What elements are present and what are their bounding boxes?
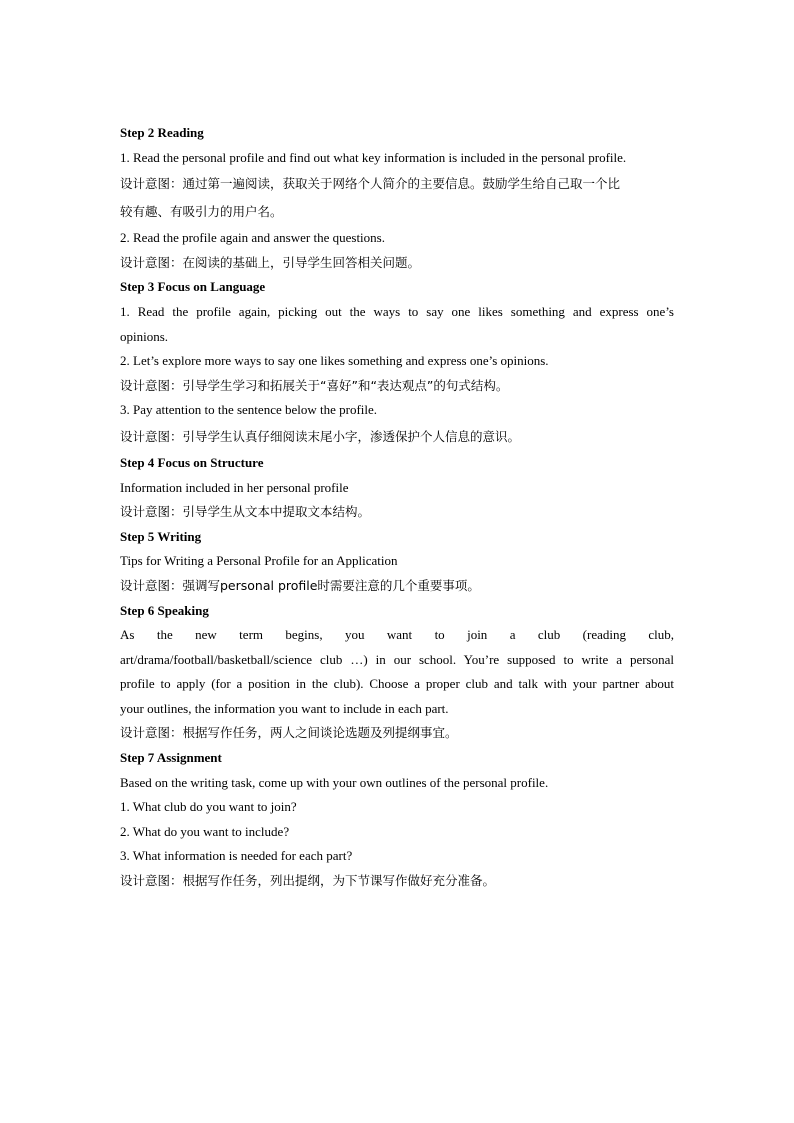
step2-design1-line1: 设计意图：通过第一遍阅读，获取关于网络个人简介的主要信息。鼓励学生给自己取一个比 — [120, 176, 621, 192]
step7-design: 设计意图：根据写作任务，列出提纲，为下节课写作做好充分准备。 — [120, 873, 496, 889]
step3-design2: 设计意图：引导学生认真仔细阅读末尾小字，渗透保护个人信息的意识。 — [120, 428, 521, 444]
step6-heading: Step 6 Speaking — [120, 602, 209, 618]
step2-heading: Step 2 Reading — [120, 125, 204, 140]
step7-intro: Based on the writing task, come up with your own outlines of the personal profile. — [120, 774, 549, 790]
step4-design: 设计意图：引导学生从文本中提取文本结构。 — [120, 504, 371, 520]
step3-item2: 2. Let’s explore more ways to say one likes something and express one’s opinions. — [120, 353, 549, 369]
step6-para-line2: art/drama/football/basketball/science club …) in our school. You’re supposed to write a personal — [120, 651, 674, 667]
step2-design1-line2: 较有趣、有吸引力的用户名。 — [120, 204, 283, 220]
step2-item2: 2. Read the profile again and answer the questions. — [120, 230, 385, 246]
step3-item1-line2: opinions. — [120, 328, 169, 344]
step6-para-line1: As the new term begins, you want to join a club (reading club, — [120, 627, 674, 643]
step7-question-1: 1. What club do you want to join? — [120, 799, 297, 815]
step6-design: 设计意图：根据写作任务，两人之间谈论选题及列提纲事宜。 — [120, 725, 458, 741]
step7-heading: Step 7 Assignment — [120, 750, 222, 766]
step6-para-line3: profile to apply (for a position in the club). Choose a proper club and talk with your partner about — [120, 676, 674, 692]
step5-design: 设计意图：强调写personal profile时需要注意的几个重要事项。 — [120, 577, 480, 593]
step3-design1: 设计意图：引导学生学习和拓展关于“喜好”和“表达观点”的句式结构。 — [120, 377, 509, 393]
step2-item1: 1. Read the personal profile and find out what key information is included in the personal profile. — [120, 149, 627, 165]
step4-heading: Step 4 Focus on Structure — [120, 454, 264, 470]
step5-text: Tips for Writing a Personal Profile for an Application — [120, 553, 398, 569]
step2-design2: 设计意图：在阅读的基础上，引导学生回答相关问题。 — [120, 254, 421, 270]
step4-text: Information included in her personal profile — [120, 479, 349, 495]
step6-para-line4: your outlines, the information you want to include in each part. — [120, 700, 449, 716]
step7-question-3: 3. What information is needed for each part? — [120, 848, 353, 864]
step3-item1-line1: 1. Read the profile again, picking out the ways to say one likes something and express one’s — [120, 303, 674, 319]
step7-question-2: 2. What do you want to include? — [120, 823, 290, 839]
step5-heading: Step 5 Writing — [120, 528, 202, 544]
step3-heading: Step 3 Focus on Language — [120, 279, 266, 295]
document-page — [120, 121, 674, 894]
step3-item3: 3. Pay attention to the sentence below the profile. — [120, 402, 378, 418]
